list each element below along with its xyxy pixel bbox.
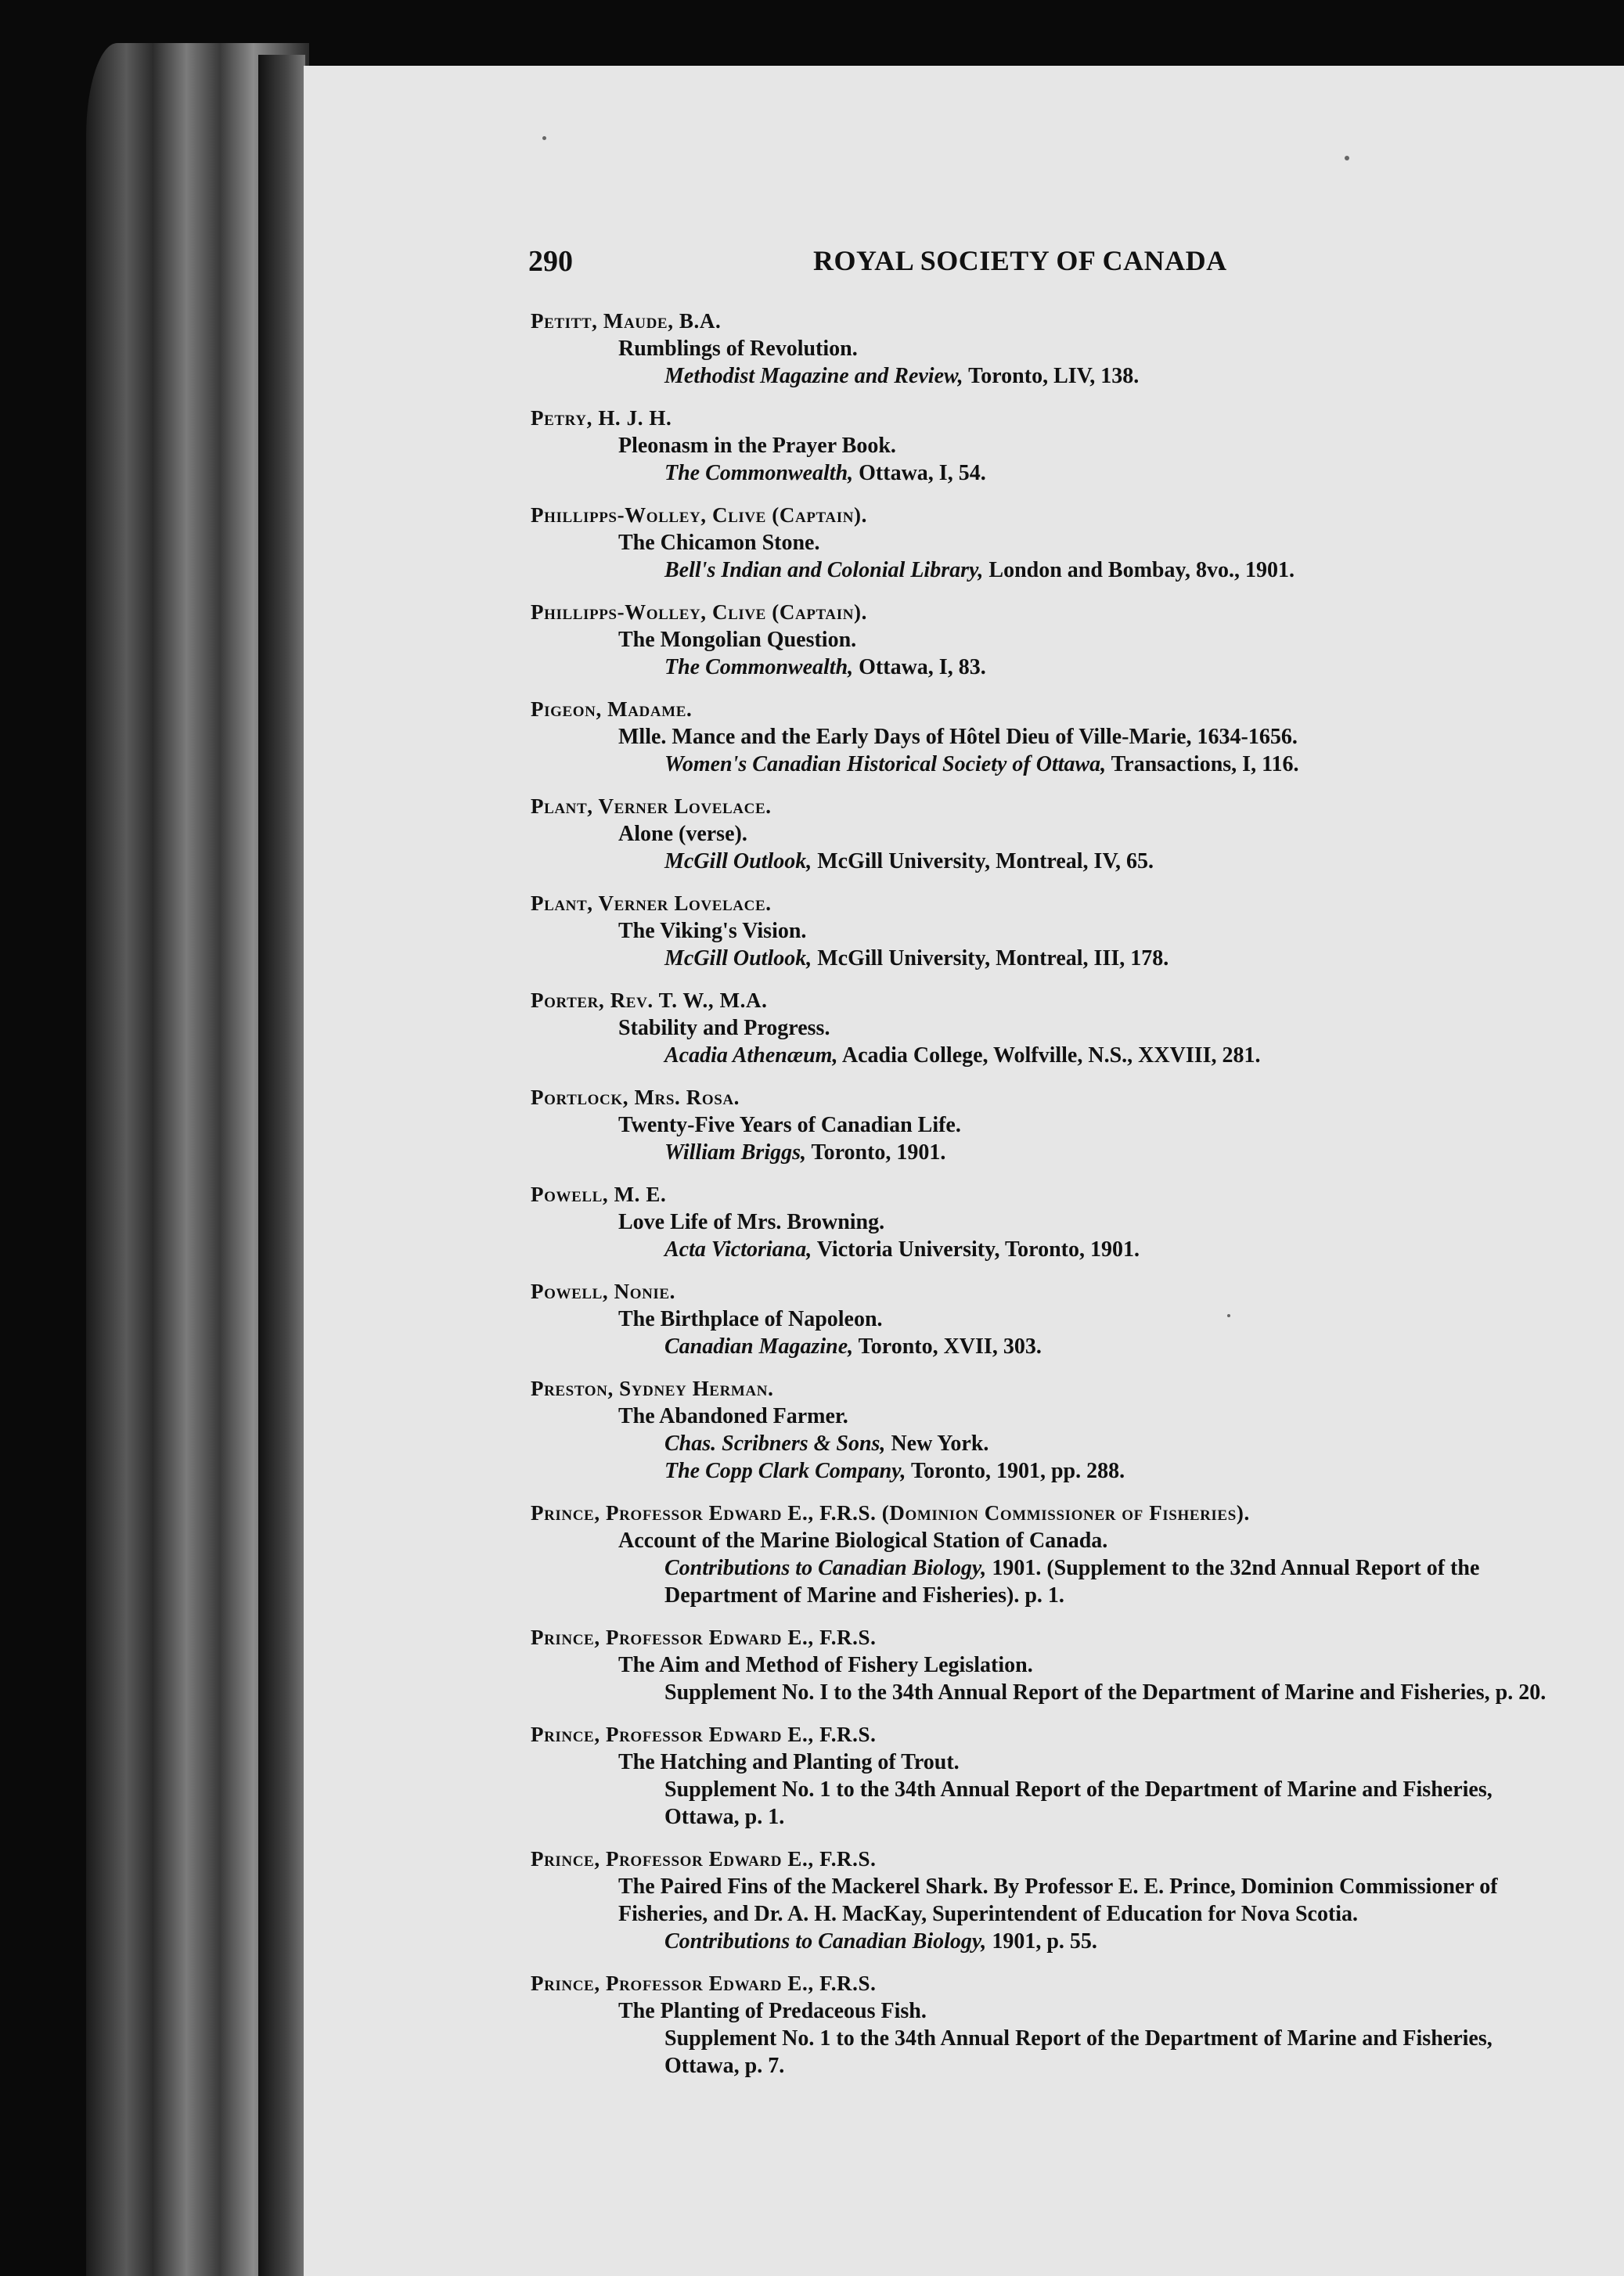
entry-author: Plant, Verner Lovelace. bbox=[531, 794, 772, 818]
publication-name: Contributions to Canadian Biology, bbox=[664, 1556, 987, 1580]
bibliography-entry bbox=[531, 1623, 1548, 1706]
publication-details: Supplement No. 1 to the 34th Annual Report of the Department of Marine and Fisheries, Ottawa, p. 7. bbox=[664, 2026, 1493, 2078]
publication-details: Transactions, I, 116. bbox=[1106, 752, 1299, 776]
entry-author: Petitt, Maude, B.A. bbox=[531, 309, 722, 333]
entry-title: Account of the Marine Biological Station of Canada. bbox=[618, 1529, 1108, 1553]
publication-details: Supplement No. 1 to the 34th Annual Report of the Department of Marine and Fisheries, Ottawa, p. 1. bbox=[664, 1777, 1493, 1829]
entry-author: Prince, Professor Edward E., F.R.S. bbox=[531, 1723, 877, 1746]
book-page bbox=[304, 66, 1624, 2276]
bibliography-entry bbox=[531, 695, 1548, 778]
entry-publication bbox=[531, 1928, 1548, 1955]
entry-title: The Paired Fins of the Mackerel Shark. By Professor E. E. Prince, Dominion Commissioner of Fisheries, and Dr. A. H. MacKay, Superintendent of Education for Nova Scotia. bbox=[618, 1874, 1498, 1926]
running-title: ROYAL SOCIETY OF CANADA bbox=[813, 245, 1227, 276]
entry-title: Mlle. Mance and the Early Days of Hôtel Dieu of Ville-Marie, 1634-1656. bbox=[618, 725, 1298, 749]
entry-publication bbox=[531, 362, 1548, 390]
publication-details: Toronto, 1901, pp. 288. bbox=[906, 1459, 1125, 1483]
entry-publication bbox=[531, 1554, 1548, 1609]
entry-publication-second bbox=[531, 1457, 1548, 1485]
publication-details: Ottawa, I, 83. bbox=[853, 655, 986, 679]
entry-title: The Chicamon Stone. bbox=[618, 531, 820, 555]
entry-publication bbox=[531, 654, 1548, 681]
bibliography-entry bbox=[531, 889, 1548, 972]
entry-title: Twenty-Five Years of Canadian Life. bbox=[618, 1113, 961, 1137]
bibliography-entry bbox=[531, 792, 1548, 875]
publication-name: Women's Canadian Historical Society of Ottawa, bbox=[664, 752, 1107, 776]
entry-title: The Mongolian Question. bbox=[618, 628, 857, 652]
entry-title: The Aim and Method of Fishery Legislation. bbox=[618, 1653, 1033, 1677]
entry-title: The Hatching and Planting of Trout. bbox=[618, 1750, 960, 1774]
entry-author: Prince, Professor Edward E., F.R.S. bbox=[531, 1972, 877, 1995]
entry-title: Stability and Progress. bbox=[618, 1016, 830, 1040]
entry-title: The Birthplace of Napoleon. bbox=[618, 1307, 883, 1331]
entry-publication bbox=[531, 1139, 1548, 1166]
publication-details: Supplement No. I to the 34th Annual Report of the Department of Marine and Fisheries, p. 20. bbox=[664, 1680, 1547, 1705]
publication-details: London and Bombay, 8vo., 1901. bbox=[983, 558, 1295, 582]
entry-author: Portlock, Mrs. Rosa. bbox=[531, 1086, 740, 1109]
publication-details: McGill University, Montreal, III, 178. bbox=[812, 946, 1169, 971]
publication-name: The Commonwealth, bbox=[664, 655, 854, 679]
publication-name: Methodist Magazine and Review, bbox=[664, 364, 963, 388]
bibliography-entry bbox=[531, 1374, 1548, 1485]
bibliography-entry bbox=[531, 1277, 1548, 1360]
bibliography-entry bbox=[531, 307, 1548, 390]
speck-mark bbox=[1345, 156, 1349, 160]
entry-publication bbox=[531, 1679, 1548, 1706]
entry-publication bbox=[531, 1776, 1548, 1831]
bibliography-entry bbox=[531, 404, 1548, 487]
publication-details: Toronto, XVII, 303. bbox=[853, 1334, 1042, 1359]
entry-author: Prince, Professor Edward E., F.R.S. (Dominion Commissioner of Fisheries). bbox=[531, 1501, 1250, 1525]
entry-author: Phillipps-Wolley, Clive (Captain). bbox=[531, 600, 867, 624]
speck-mark bbox=[542, 136, 546, 140]
publication-name: Contributions to Canadian Biology, bbox=[664, 1929, 987, 1954]
entry-author: Petry, H. J. H. bbox=[531, 406, 672, 430]
bibliography-entry bbox=[531, 1083, 1548, 1166]
page-gutter-shadow bbox=[258, 55, 305, 2276]
bibliography-entry bbox=[531, 1969, 1548, 2080]
publication-details: Victoria University, Toronto, 1901. bbox=[812, 1237, 1140, 1262]
publication-name: The Commonwealth, bbox=[664, 461, 854, 485]
entry-author: Pigeon, Madame. bbox=[531, 697, 693, 721]
entry-author: Phillipps-Wolley, Clive (Captain). bbox=[531, 503, 867, 527]
entry-publication bbox=[531, 556, 1548, 584]
entry-publication bbox=[531, 751, 1548, 778]
entry-publication bbox=[531, 945, 1548, 972]
entry-publication bbox=[531, 1430, 1548, 1457]
publication-details: 1901, p. 55. bbox=[986, 1929, 1097, 1954]
entry-publication bbox=[531, 2025, 1548, 2080]
publication-details: Ottawa, I, 54. bbox=[853, 461, 986, 485]
bibliography-entry bbox=[531, 1720, 1548, 1831]
entry-publication bbox=[531, 459, 1548, 487]
entry-author: Preston, Sydney Herman. bbox=[531, 1377, 774, 1400]
bibliography-entry bbox=[531, 501, 1548, 584]
publication-details: Acadia College, Wolfville, N.S., XXVIII, 281. bbox=[837, 1043, 1261, 1068]
entry-title: The Viking's Vision. bbox=[618, 919, 807, 943]
entry-publication bbox=[531, 1236, 1548, 1263]
entry-publication bbox=[531, 1333, 1548, 1360]
bibliography-entry bbox=[531, 1499, 1548, 1609]
entry-author: Prince, Professor Edward E., F.R.S. bbox=[531, 1626, 877, 1649]
publication-details: 1901. (Supplement to the 32nd Annual Report of the Department of Marine and Fisheries). p. 1. bbox=[664, 1556, 1480, 1608]
entry-title: Rumblings of Revolution. bbox=[618, 337, 858, 361]
bibliography-entry bbox=[531, 986, 1548, 1069]
publication-name: Canadian Magazine, bbox=[664, 1334, 854, 1359]
entry-publication bbox=[531, 1042, 1548, 1069]
entry-title: Alone (verse). bbox=[618, 822, 747, 846]
publication-details: Toronto, 1901. bbox=[806, 1140, 946, 1165]
entry-author: Prince, Professor Edward E., F.R.S. bbox=[531, 1847, 877, 1871]
bibliography-entry bbox=[531, 1180, 1548, 1263]
publication-name: William Briggs, bbox=[664, 1140, 807, 1165]
publication-details: Toronto, LIV, 138. bbox=[963, 364, 1140, 388]
entry-title: Pleonasm in the Prayer Book. bbox=[618, 434, 896, 458]
publication-name: Chas. Scribners & Sons, bbox=[664, 1432, 886, 1456]
publication-name: The Copp Clark Company, bbox=[664, 1459, 906, 1483]
publication-details: New York. bbox=[885, 1432, 989, 1456]
entry-publication bbox=[531, 848, 1548, 875]
publication-name: McGill Outlook, bbox=[664, 946, 812, 971]
entry-author: Powell, Nonie. bbox=[531, 1280, 676, 1303]
entry-title: The Abandoned Farmer. bbox=[618, 1404, 848, 1428]
publication-name: Acta Victoriana, bbox=[664, 1237, 812, 1262]
bibliography-entry bbox=[531, 598, 1548, 681]
publication-name: Acadia Athenæum, bbox=[664, 1043, 838, 1068]
entry-title: The Planting of Predaceous Fish. bbox=[618, 1999, 927, 2023]
entry-title: Love Life of Mrs. Browning. bbox=[618, 1210, 885, 1234]
publication-details: McGill University, Montreal, IV, 65. bbox=[812, 849, 1154, 873]
entry-author: Porter, Rev. T. W., M.A. bbox=[531, 989, 768, 1012]
page-number: 290 bbox=[528, 245, 573, 278]
entry-author: Plant, Verner Lovelace. bbox=[531, 891, 772, 915]
entry-author: Powell, M. E. bbox=[531, 1183, 667, 1206]
bibliography-entry bbox=[531, 1845, 1548, 1955]
bibliography-list bbox=[531, 307, 1548, 2094]
publication-name: McGill Outlook, bbox=[664, 849, 812, 873]
publication-name: Bell's Indian and Colonial Library, bbox=[664, 558, 984, 582]
